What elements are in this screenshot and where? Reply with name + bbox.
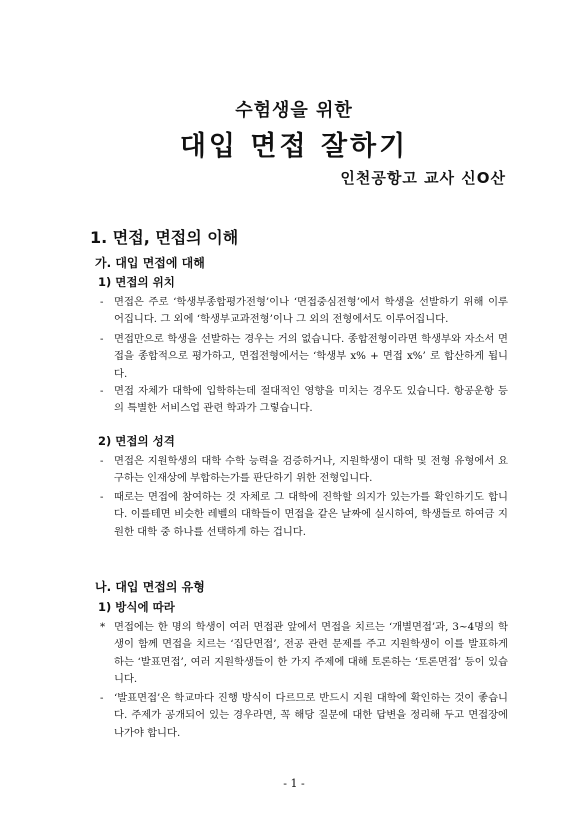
bullet-text: 면접에는 한 명의 학생이 여러 면접관 앞에서 면접을 치르는 ‘개별면접’과, 3~4명의 학생이 함께 면접을 치르는 ‘집단면접’, 전공 관련 문제를 주고 지원학생이 이를 발표하게 하는 ‘발표면접’, 여러 지원학생들이 한 가지 주제에 대해 토론하는 ‘토론면접’ 등이 있습니다. [114, 621, 508, 686]
bullet-text: ‘발표면접’은 학교마다 진행 방식이 다르므로 반드시 지원 대학에 확인하는 것이 좋습니다. 주제가 공개되어 있는 경우라면, 꼭 해당 질문에 대한 답변을 정리해 두고 면접장에 나가야 합니다. [114, 692, 508, 739]
bullet-text: 면접은 지원학생의 대학 수학 능력을 검증하거나, 지원학생이 대학 및 전형 유형에서 요구하는 인재상에 부합하는가를 판단하기 위한 전형입니다. [114, 455, 508, 485]
bullet-text: 면접 자체가 대학에 입학하는데 절대적인 영향을 미치는 경우도 있습니다. 항공운항 등의 특별한 서비스업 관련 학과가 그렇습니다. [114, 385, 508, 415]
section-heading: 1. 면접, 면접의 이해 [90, 228, 239, 247]
topic-heading-character: 2) 면접의 성격 [98, 434, 175, 448]
bullet-text: 면접은 주로 ‘학생부종합평가전형’이나 ‘면접중심전형’에서 학생을 선발하기 위해 이루어집니다. 그 외에 ‘학생부교과전형’이나 그 외의 전형에서도 이루어집니다. [114, 296, 508, 326]
bullet-item [100, 690, 508, 742]
topic-heading-method: 1) 방식에 따라 [98, 600, 175, 614]
document-author: 인천공항고 교사 신O산 [340, 169, 506, 187]
bullet-text: 때로는 면접에 참여하는 것 자체로 그 대학에 진학할 의지가 있는가를 확인하기도 합니다. 이를테면 비슷한 레벨의 대학들이 면접을 같은 날짜에 실시하여, 학생들로 하여금 지원한 대학 중 하나를 선택하게 하는 겁니다. [114, 491, 508, 538]
bullet-mark: - [100, 333, 104, 345]
bullet-item [100, 294, 508, 329]
subsection-heading-a: 가. 대입 면접에 대해 [95, 256, 205, 270]
bullet-mark: - [100, 385, 104, 397]
page-number: - 1 - [283, 777, 305, 790]
bullet-item [100, 489, 508, 541]
bullet-mark: - [100, 692, 104, 704]
bullet-mark: * [100, 621, 106, 633]
bullet-mark: - [100, 455, 104, 467]
topic-heading-position: 1) 면접의 위치 [98, 275, 175, 289]
document-subtitle: 수험생을 위한 [235, 100, 353, 121]
bullet-item [100, 453, 508, 488]
bullet-item [100, 619, 508, 689]
bullet-item [100, 331, 508, 383]
subsection-heading-b: 나. 대입 면접의 유형 [95, 580, 205, 594]
bullet-mark: - [100, 491, 104, 503]
bullet-text: 면접만으로 학생을 선발하는 경우는 거의 없습니다. 종합전형이라면 학생부와 자소서 면접을 종합적으로 평가하고, 면접전형에서는 ‘학생부 x% + 면접 x%’ 로 합산하게 됩니다. [114, 333, 508, 380]
bullet-item [100, 383, 508, 418]
document-title: 대입 면접 잘하기 [179, 131, 409, 162]
bullet-mark: - [100, 296, 104, 308]
